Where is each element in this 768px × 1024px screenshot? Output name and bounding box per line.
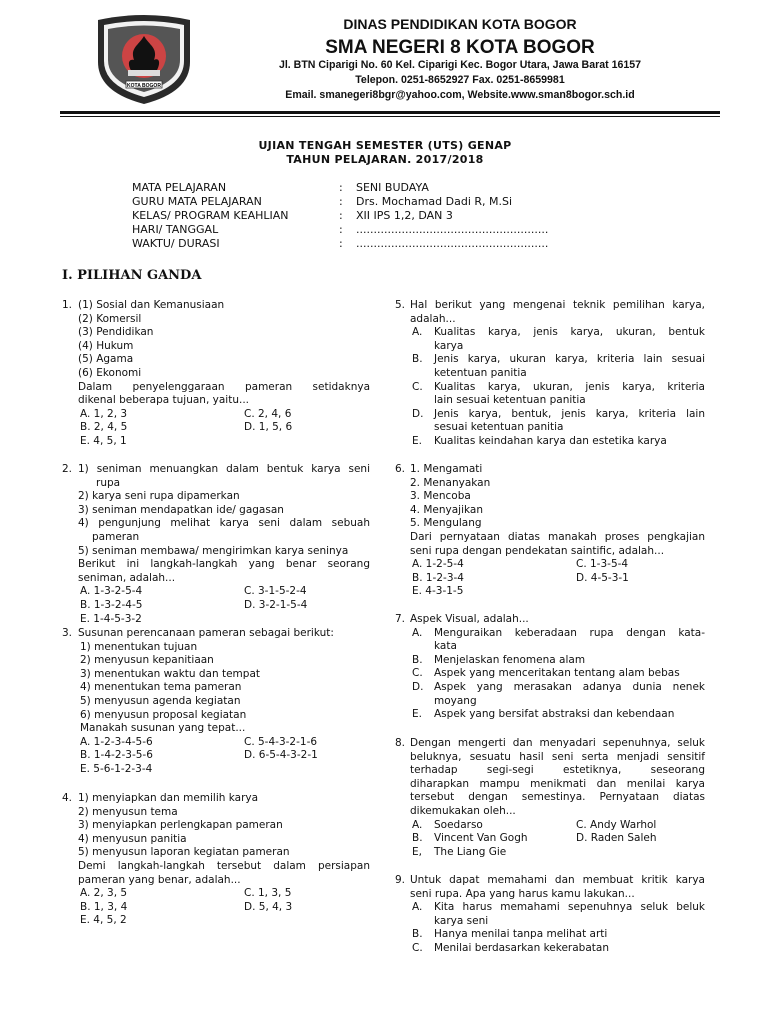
- question-number: 1.: [62, 299, 73, 311]
- q1-item: (3) Pendidikan: [78, 326, 154, 339]
- q8-option-letter: A.: [412, 818, 423, 831]
- q5-option-e[interactable]: Kualitas keindahan karya dan estetika karya: [434, 435, 667, 447]
- info-colon: :: [339, 181, 343, 194]
- q4-item: 2) menyusun tema: [78, 805, 178, 818]
- info-colon: :: [339, 209, 343, 222]
- q9-option-c[interactable]: Menilai berdasarkan kekerabatan: [434, 942, 609, 954]
- q3-item: 5) menyusun agenda kegiatan: [80, 695, 241, 707]
- q6-item: 4. Menyajikan: [410, 503, 483, 516]
- q9-stem: seni rupa. Apa yang harus kamu lakukan...: [410, 887, 635, 900]
- q2-stem: seniman, adalah...: [78, 571, 176, 584]
- q3-item: 2) menyusun kepanitiaan: [80, 654, 214, 667]
- q9-option-letter: B.: [412, 928, 423, 941]
- q2-option-d[interactable]: D. 3-2-1-5-4: [244, 599, 308, 611]
- q8-stem: tersebut dengan semestinya. Pernyataan diatas: [410, 791, 705, 804]
- q5-option-letter: E.: [412, 435, 422, 447]
- q1-option-d[interactable]: D. 1, 5, 6: [244, 421, 293, 434]
- q6-item: 3. Mencoba: [410, 490, 471, 503]
- q4-item: 3) menyiapkan perlengkapan pameran: [78, 819, 283, 832]
- q4-option-a[interactable]: A. 2, 3, 5: [80, 887, 128, 900]
- q6-item: 2. Menanyakan: [410, 476, 491, 489]
- q5-stem: Hal berikut yang mengenai teknik pemilihan karya,: [410, 299, 705, 311]
- q8-stem: dikemukakan oleh...: [410, 805, 516, 817]
- q1-item: (4) Hukum: [78, 339, 134, 352]
- question-number: 6.: [395, 463, 406, 475]
- q2-item: 5) seniman membawa/ mengirimkan karya seninya: [78, 544, 349, 557]
- q7-option-a[interactable]: Menguraikan keberadaan rupa dengan kata-: [434, 626, 705, 639]
- q8-stem: Dengan mengerti dan menyadari sepenuhnya, seluk: [410, 737, 705, 749]
- question-number: 7.: [395, 613, 406, 625]
- school-logo: [92, 14, 196, 106]
- question-number: 8.: [395, 737, 406, 749]
- q8-option-letter: B.: [412, 832, 423, 845]
- q1-item: (1) Sosial dan Kemanusiaan: [78, 299, 225, 311]
- q6-stem: Dari pernyataan diatas manakah proses pengkajian: [410, 531, 705, 543]
- info-label: GURU MATA PELAJARAN: [132, 195, 262, 208]
- q7-option-letter: D.: [412, 681, 424, 693]
- q4-option-c[interactable]: C. 1, 3, 5: [244, 887, 292, 900]
- info-value: XII IPS 1,2, DAN 3: [356, 209, 453, 222]
- info-colon: :: [339, 223, 343, 236]
- info-value: Drs. Mochamad Dadi R, M.Si: [356, 195, 513, 208]
- q3-item: 3) menentukan waktu dan tempat: [80, 667, 260, 680]
- q7-stem: Aspek Visual, adalah...: [410, 613, 529, 625]
- question-number: 3.: [62, 627, 73, 639]
- q8-stem: diharapkan mampu menikmati dan menilai karya: [410, 777, 705, 790]
- exam-title: UJIAN TENGAH SEMESTER (UTS) GENAP: [258, 139, 512, 152]
- q2-option-a[interactable]: A. 1-3-2-5-4: [80, 585, 143, 598]
- q5-stem: adalah...: [410, 312, 456, 325]
- q6-option-b[interactable]: B. 1-2-3-4: [412, 571, 464, 584]
- q9-option-b[interactable]: Hanya menilai tanpa melihat arti: [434, 928, 608, 941]
- info-row: [132, 224, 652, 238]
- q5-option-letter: C.: [412, 380, 423, 393]
- q8-option-letter: E,: [412, 845, 422, 858]
- q5-option-d-cont[interactable]: sesuai ketentuan panitia: [434, 421, 564, 434]
- q2-item: 3) seniman mendapatkan ide/ gagasan: [78, 503, 284, 516]
- q5-option-c-cont[interactable]: lain sesuai ketentuan panitia: [434, 394, 586, 407]
- question-number: 9.: [395, 874, 406, 886]
- q4-item: 5) menyusun laporan kegiatan pameran: [78, 846, 290, 859]
- q5-option-a[interactable]: Kualitas karya, jenis karya, ukuran, bentuk: [434, 326, 705, 339]
- header-rule-thick: [60, 111, 720, 114]
- q6-item: 5. Mengulang: [410, 517, 482, 530]
- q9-option-a-cont[interactable]: karya seni: [434, 914, 489, 927]
- q6-option-a[interactable]: A. 1-2-5-4: [412, 558, 464, 571]
- q9-stem: Untuk dapat memahami dan membuat kritik karya: [410, 874, 705, 886]
- q9-option-letter: A.: [412, 901, 423, 914]
- q3-item: 6) menyusun proposal kegiatan: [80, 708, 247, 721]
- q2-item: rupa: [96, 476, 121, 489]
- q5-option-b-cont[interactable]: ketentuan panitia: [434, 367, 527, 379]
- exam-info: [132, 182, 652, 254]
- q6-option-d[interactable]: D. 4-5-3-1: [576, 571, 629, 584]
- info-colon: :: [339, 237, 343, 250]
- q7-option-letter: A.: [412, 626, 423, 639]
- q4-option-b[interactable]: B. 1, 3, 4: [80, 900, 128, 913]
- q2-option-e[interactable]: E. 1-4-5-3-2: [80, 612, 142, 625]
- q5-option-letter: A.: [412, 326, 423, 339]
- school-phone: Telepon. 0251-8652927 Fax. 0251-8659981: [355, 74, 565, 86]
- q2-item: pameran: [92, 531, 140, 543]
- q5-option-letter: B.: [412, 353, 423, 366]
- info-label: WAKTU/ DURASI: [132, 237, 220, 250]
- q7-option-b[interactable]: Menjelaskan fenomena alam: [434, 653, 586, 666]
- q7-option-letter: C.: [412, 667, 423, 680]
- q5-option-letter: D.: [412, 407, 424, 420]
- school-address: Jl. BTN Ciparigi No. 60 Kel. Ciparigi Kec. Bogor Utara, Jawa Barat 16157: [278, 59, 642, 71]
- q2-item: 2) karya seni rupa dipamerkan: [78, 490, 240, 503]
- q7-option-c[interactable]: Aspek yang menceritakan tentang alam bebas: [434, 667, 680, 680]
- agency-name: DINAS PENDIDIKAN KOTA BOGOR: [343, 16, 577, 32]
- q8-option-b[interactable]: Vincent Van Gogh: [434, 832, 528, 845]
- q3-item: 1) menentukan tujuan: [80, 640, 198, 653]
- q4-item: 1) menyiapkan dan memilih karya: [78, 792, 259, 804]
- q1-option-a[interactable]: A. 1, 2, 3: [80, 407, 128, 420]
- info-label: KELAS/ PROGRAM KEAHLIAN: [132, 209, 289, 222]
- q8-option-d[interactable]: D. Raden Saleh: [576, 832, 657, 845]
- q3-option-a[interactable]: A. 1-2-3-4-5-6: [80, 735, 153, 748]
- q6-item: 1. Mengamati: [410, 463, 483, 475]
- logo-text: KOTA BOGOR: [127, 83, 161, 89]
- q5-option-a-cont[interactable]: karya: [434, 339, 464, 352]
- q3-item: 4) menentukan tema pameran: [80, 681, 242, 694]
- q8-option-a[interactable]: Soedarso: [434, 818, 483, 831]
- info-row: [132, 196, 652, 210]
- q5-option-b[interactable]: Jenis karya, ukuran karya, kriteria lain sesuai: [434, 353, 705, 366]
- q4-item: 4) menyusun panitia: [78, 832, 187, 845]
- q9-option-a[interactable]: Kita harus memahami sepenuhnya seluk beluk: [434, 901, 705, 914]
- info-row: [132, 210, 652, 224]
- q1-option-b[interactable]: B. 2, 4, 5: [80, 421, 128, 434]
- q4-option-d[interactable]: D. 5, 4, 3: [244, 900, 293, 913]
- info-value: SENI BUDAYA: [356, 181, 429, 194]
- info-colon: :: [339, 195, 343, 208]
- q6-option-c[interactable]: C. 1-3-5-4: [576, 558, 629, 571]
- header-rule-thin: [60, 116, 720, 117]
- question-number: 4.: [62, 792, 73, 804]
- q2-option-c[interactable]: C. 3-1-5-2-4: [244, 585, 307, 598]
- q9-option-letter: C.: [412, 942, 423, 954]
- q7-option-d-cont[interactable]: moyang: [434, 694, 477, 707]
- q3-option-c[interactable]: C. 5-4-3-2-1-6: [244, 735, 318, 748]
- q7-option-a-cont[interactable]: kata: [434, 640, 457, 653]
- info-label: HARI/ TANGGAL: [132, 223, 219, 236]
- q3-stem: Manakah susunan yang tepat...: [80, 722, 246, 735]
- question-number: 5.: [395, 299, 406, 311]
- q7-option-d[interactable]: Aspek yang merasakan adanya dunia nenek: [434, 681, 705, 693]
- q4-option-e[interactable]: E. 4, 5, 2: [80, 914, 127, 927]
- q3-option-d[interactable]: D. 6-5-4-3-2-1: [244, 749, 318, 762]
- q7-option-letter: E.: [412, 708, 422, 721]
- info-row: [132, 238, 652, 252]
- q2-option-b[interactable]: B. 1-3-2-4-5: [80, 599, 143, 611]
- q6-option-e[interactable]: E. 4-3-1-5: [412, 585, 464, 598]
- q1-item: (2) Komersil: [78, 312, 142, 325]
- q7-option-letter: B.: [412, 653, 423, 666]
- info-value: .......................................................: [356, 223, 549, 236]
- q6-stem: seni rupa dengan pendekatan saintific, adalah...: [410, 544, 665, 557]
- q2-item: 4) pengunjung melihat karya seni dalam sebuah: [78, 517, 370, 530]
- q3-stem: Susunan perencanaan pameran sebagai berikut:: [78, 627, 334, 639]
- q8-option-e[interactable]: The Liang Gie: [434, 845, 507, 858]
- q2-stem: Berikut ini langkah-langkah yang benar seorang: [78, 558, 370, 571]
- q1-item: (6) Ekonomi: [78, 367, 142, 379]
- q1-item: (5) Agama: [78, 353, 134, 366]
- q4-stem: pameran yang benar, adalah...: [78, 873, 241, 886]
- info-value: .......................................................: [356, 237, 549, 250]
- q1-option-c[interactable]: C. 2, 4, 6: [244, 407, 292, 420]
- q3-option-e[interactable]: E. 5-6-1-2-3-4: [80, 763, 153, 775]
- q8-stem: beluknya, sesuatu hasil seni serta menjadi sensitif: [410, 750, 705, 763]
- section-title: I. PILIHAN GANDA: [62, 268, 202, 283]
- q8-stem: terhadap segi-segi estetiknya, seseorang: [410, 764, 705, 777]
- q8-option-c[interactable]: C. Andy Warhol: [576, 818, 657, 831]
- question-number: 2.: [62, 463, 73, 475]
- q4-stem: Demi langkah-langkah tersebut dalam persiapan: [78, 860, 370, 872]
- q7-option-e[interactable]: Aspek yang bersifat abstraksi dan kebendaan: [434, 708, 675, 721]
- school-name: SMA NEGERI 8 KOTA BOGOR: [325, 37, 595, 58]
- info-row: [132, 182, 652, 196]
- q1-stem: Dalam penyelenggaraan pameran setidaknya: [78, 380, 370, 393]
- q1-stem: dikenal beberapa tujuan, yaitu...: [78, 394, 249, 407]
- info-label: MATA PELAJARAN: [132, 181, 227, 194]
- q5-option-d[interactable]: Jenis karya, bentuk, jenis karya, kriteria lain: [434, 407, 705, 420]
- q1-option-e[interactable]: E. 4, 5, 1: [80, 435, 127, 447]
- q2-item: 1) seniman menuangkan dalam bentuk karya seni: [78, 463, 370, 475]
- q3-option-b[interactable]: B. 1-4-2-3-5-6: [80, 749, 153, 762]
- school-contact: Email. smanegeri8bgr@yahoo.com, Website.www.sman8bogor.sch.id: [285, 89, 635, 101]
- exam-year: TAHUN PELAJARAN. 2017/2018: [286, 153, 484, 166]
- q5-option-c[interactable]: Kualitas karya, ukuran, jenis karya, kriteria: [434, 380, 705, 393]
